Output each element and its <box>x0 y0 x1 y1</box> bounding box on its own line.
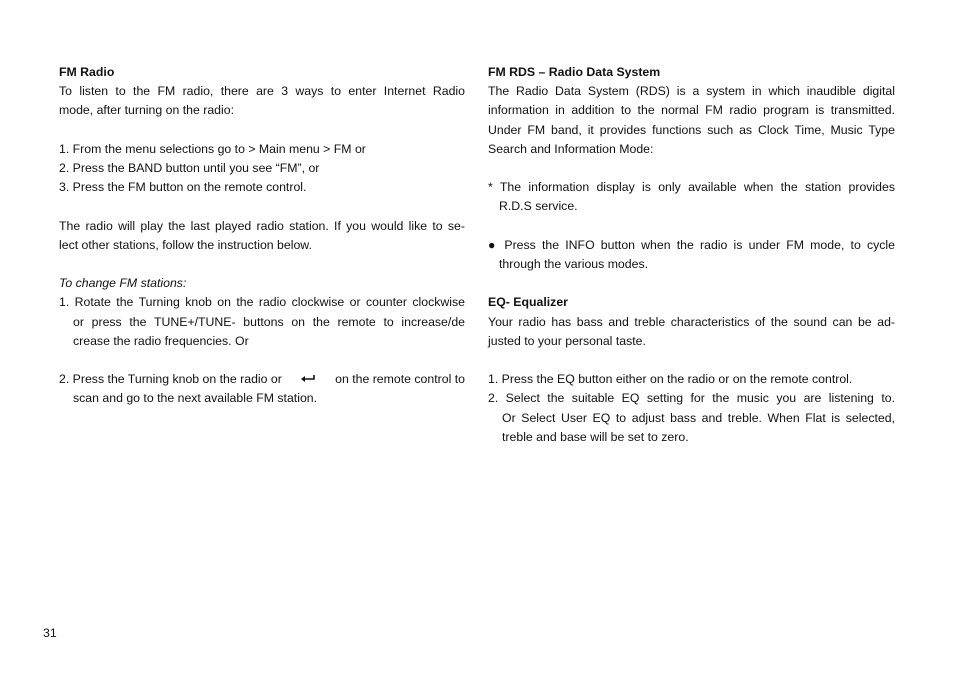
rds-note-line-1: * The information display is only available when the station provides <box>488 180 895 195</box>
rds-line-3: Under FM band, it provides functions such as Clock Time, Music Type <box>488 122 895 137</box>
left-column <box>59 63 465 409</box>
eq-heading: EQ- Equalizer <box>488 295 568 310</box>
rds-heading: FM RDS – Radio Data System <box>488 65 661 79</box>
rds-line-2: information in addition to the normal FM radio program is transmitted. <box>488 103 895 118</box>
eq-step-1: 1. Press the EQ button either on the radio or on the remote control. <box>488 372 853 387</box>
fm-intro-line-1: To listen to the FM radio, there are 3 ways to enter Internet Radio <box>59 84 465 99</box>
info-button-line-1: ● Press the INFO button when the radio is under FM mode, to cycle <box>488 237 895 252</box>
change-step-2-line-1 <box>59 370 465 389</box>
change-stations-heading: To change FM stations: <box>59 276 187 291</box>
page-number: 31 <box>43 626 57 640</box>
fm-intro-line-2: mode, after turning on the radio: <box>59 103 234 118</box>
right-column <box>488 63 895 447</box>
info-button-line-2: through the various modes. <box>499 257 649 271</box>
rds-line-1: The Radio Data System (RDS) is a system in which inaudible digital <box>488 84 895 99</box>
fm-play-line-1: The radio will play the last played radio station. If you would like to se- <box>59 218 465 233</box>
change-step-2-post: on the remote control to <box>335 372 465 387</box>
fm-play-line-2: lect other stations, follow the instruction below. <box>59 237 312 252</box>
fm-radio-heading: FM Radio <box>59 65 115 79</box>
change-step-2-line-2: scan and go to the next available FM station. <box>73 391 318 406</box>
fm-step-1: 1. From the menu selections go to > Main menu > FM or <box>59 141 366 156</box>
eq-step-2-line-1: 2. Select the suitable EQ setting for the music you are listening to. <box>488 391 895 406</box>
rds-note-line-2: R.D.S service. <box>499 199 578 214</box>
eq-intro-line-1: Your radio has bass and treble characteristics of the sound can be ad- <box>488 314 895 329</box>
eq-step-2-line-3: treble and base will be set to zero. <box>502 429 689 444</box>
change-step-1-line-3: crease the radio frequencies. Or <box>73 333 249 348</box>
eq-step-2-line-2: Or Select User EQ to adjust bass and treble. When Flat is selected, <box>502 410 895 425</box>
fm-step-2: 2. Press the BAND button until you see “FM”, or <box>59 161 320 175</box>
fm-step-3: 3. Press the FM button on the remote control. <box>59 180 307 195</box>
rds-line-4: Search and Information Mode: <box>488 141 654 156</box>
enter-return-icon <box>300 370 316 389</box>
eq-intro-line-2: justed to your personal taste. <box>488 333 646 348</box>
change-step-2-pre: 2. Press the Turning knob on the radio or <box>59 372 282 387</box>
change-step-1-line-2: or press the TUNE+/TUNE- buttons on the remote to increase/de <box>73 314 465 329</box>
change-step-1-line-1: 1. Rotate the Turning knob on the radio clockwise or counter clockwise <box>59 295 465 310</box>
